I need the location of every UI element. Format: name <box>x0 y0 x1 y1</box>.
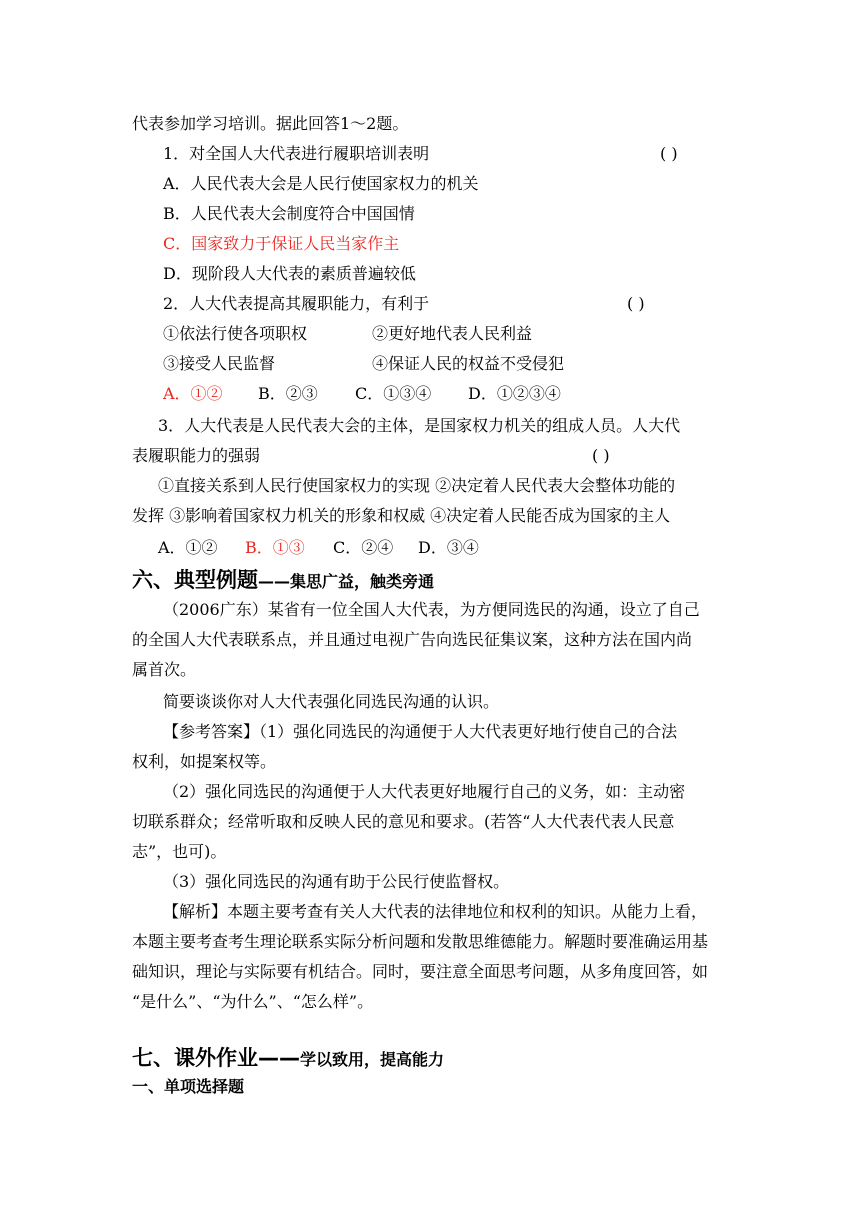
answer-p2-line1: （2）强化同选民的沟通便于人大代表更好地履行自己的义务，如：主动密 <box>163 782 686 801</box>
q3-choice-d: D．③④ <box>418 538 479 557</box>
analysis-line2: 本题主要考查考生理论联系实际分析问题和发散思维德能力。解题时要准确运用基 <box>132 932 709 951</box>
section6-subtitle: ——集思广益，触类旁通 <box>258 572 435 591</box>
q2-item-3: ③接受人民监督 <box>163 354 276 373</box>
q3-choice-c: C．②④ <box>333 538 394 557</box>
answer-p1-line1: 【参考答案】（1）强化同选民的沟通便于人大代表更好地行使自己的合法 <box>163 722 678 741</box>
q2-choice-b: B．②③ <box>258 384 318 403</box>
analysis-line1: 【解析】本题主要考查有关人大代表的法律地位和权利的知识。从能力上看， <box>163 902 708 921</box>
case-question: 简要谈谈你对人大代表强化同选民沟通的认识。 <box>163 692 500 711</box>
q2-answer-paren: ( ) <box>627 294 645 313</box>
q2-choice-d: D．①②③④ <box>468 384 561 403</box>
q2-item-2: ②更好地代表人民利益 <box>372 324 533 343</box>
answer-p3: （3）强化同选民的沟通有助于公民行使监督权。 <box>163 872 510 891</box>
analysis-line4: “是什么”、“为什么”、“怎么样”。 <box>132 992 374 1011</box>
q3-stem-line1: 3．人大代表是人民代表大会的主体，是国家权力机关的组成人员。人大代 <box>158 416 681 435</box>
q2-choice-c: C．①③④ <box>355 384 432 403</box>
section6-heading <box>132 564 434 594</box>
q2-item-4: ④保证人民的权益不受侵犯 <box>372 354 565 373</box>
section7-subtitle: 学以致用，提高能力 <box>300 1050 445 1069</box>
case-line2: 的全国人大代表联系点，并且通过电视广告向选民征集议案，这种方法在国内尚 <box>132 630 693 649</box>
case-line1: （2006广东）某省有一位全国人大代表，为方便同选民的沟通，设立了自己 <box>163 600 700 619</box>
analysis-line3: 础知识，理论与实际要有机结合。同时，要注意全面思考问题，从多角度回答，如 <box>132 962 709 981</box>
section6-title: 六、典型例题 <box>132 568 258 592</box>
q2-choice-a-correct: A．①② <box>163 384 223 403</box>
q1-stem: 1．对全国人大代表进行履职培训表明 <box>163 144 430 163</box>
answer-p2-line3: 志”，也可)。 <box>132 842 227 861</box>
q1-option-c-correct: C．国家致力于保证人民当家作主 <box>163 234 400 253</box>
answer-p2-line2: 切联系群众；经常听取和反映人民的意见和要求。(若答“人大代表代表人民意 <box>132 812 675 831</box>
q1-answer-paren: ( ) <box>660 144 678 163</box>
q2-item-1: ①依法行使各项职权 <box>163 324 308 343</box>
q3-answer-paren: ( ) <box>592 446 610 465</box>
q3-stem-line2: 表履职能力的强弱 <box>132 446 261 465</box>
section7-heading <box>132 1042 444 1072</box>
q1-option-d: D．现阶段人大代表的素质普遍较低 <box>163 264 416 283</box>
intro-tail: 代表参加学习培训。据此回答1～2题。 <box>132 114 409 133</box>
q1-option-b: B．人民代表大会制度符合中国国情 <box>163 204 415 223</box>
q2-stem: 2．人大代表提高其履职能力，有利于 <box>163 294 430 313</box>
q3-items-line1: ①直接关系到人民行使国家权力的实现 ②决定着人民代表大会整体功能的 <box>158 476 676 495</box>
part1-heading: 一、单项选择题 <box>132 1077 245 1096</box>
case-line3: 属首次。 <box>132 660 197 679</box>
q3-choice-b-correct: B．①③ <box>245 538 305 557</box>
q1-option-a: A．人民代表大会是人民行使国家权力的机关 <box>163 174 479 193</box>
answer-p1-line2: 权利，如提案权等。 <box>132 752 277 771</box>
q3-items-line2: 发挥 ③影响着国家权力机关的形象和权威 ④决定着人民能否成为国家的主人 <box>132 506 671 525</box>
section7-title: 七、课外作业—— <box>132 1046 300 1070</box>
q3-choice-a: A．①② <box>158 538 218 557</box>
